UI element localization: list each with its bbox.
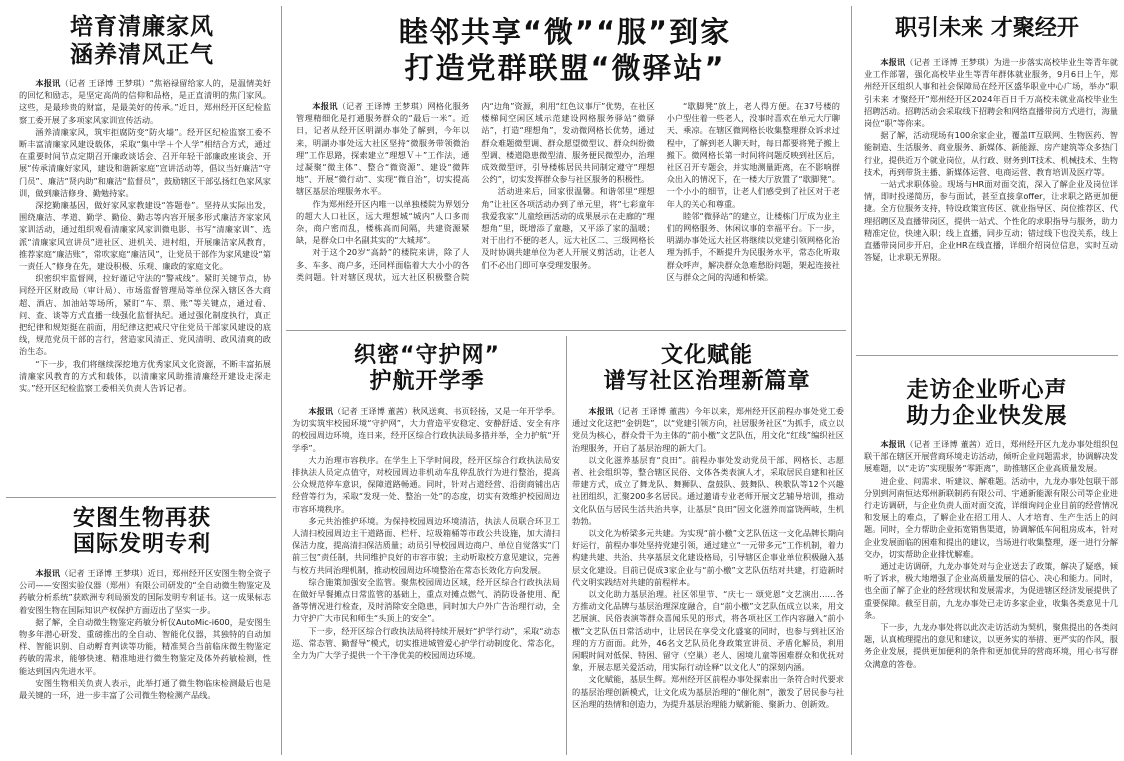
- paragraph: 睦邻“微驿站”的建立，让楼栋门厅成为业主们的网格服务、休闲议事的幸福平台。下一步，明湖办事处远大社区将继续以党建引领网格化治理为抓手，不断提升为民服务水平，常态化听取群众呼声，解决群众急难愁盼问题，架起连接社区与群众之间的沟通和桥梁。: [666, 210, 840, 282]
- section-divider: [856, 355, 1118, 356]
- article-body-school-guard: [292, 405, 560, 757]
- paragraph: 今年以来，郑州经开区前程办事处党工委通过文化这把“金钥匙”，以“党建引领方向，社居服务社区”为抓手，成立以党员为核心，群众骨干为主体的“前小檄”文艺队伍，用文化“红线”编织社区治理服务，开启了基层治理的新大门。: [572, 406, 844, 453]
- paragraph: 据了解，活动现场有100余家企业，覆盖IT互联网、生物医药、智能制造、生活服务、商业服务、新媒体、新能源、房产建筑等众多热门行业，提供近万个就业岗位，从行政、财务到IT技术、机械技术、生物技术，再到带货主播、新媒体运营、电商运营、教育培训及医疗等。: [864, 130, 1118, 177]
- paragraph: “歇脚凳”放上，老人得方便。在37号楼的小户型住着一些老人，没事时喜欢在单元大厅聊天、乘凉。在辖区微网格长收集整理群众诉求过程中，了解到老人聊天时，每日都要将凳子搬上搬下。微网格长第一时间将问题反映到社区后，社区召开专题会，并实地测量距离，在不影响群众出入的情况下，在一楼大厅放置了“歇脚凳”。一个小小的细节，让老人们感受到了社区对于老年人的关心和尊重。: [666, 101, 840, 209]
- paragraph: 以文化滋养基层育“良田”。前程办事处发动党员干部、网格长、志愿者、社会组织等，整合辖区民俗、文体各类表演人才，采取居民自建和社区带建方式，成立了舞龙队、舞狮队、盘鼓队、鼓舞队、秧歌队等12个兴趣社团组织，汇聚200多名居民。通过邀请专业老师开展文艺辅导培训，推动文化队伍与居民生活共治共享，让基层“良田”因文化滋养而富饶两岐，生机勃勃。: [572, 454, 844, 526]
- reporter-byline: （记者 王译博 董茜）: [333, 406, 413, 416]
- reporter-byline: （记者 王译博 王梦琪）: [60, 78, 150, 88]
- paragraph: 进企业、问需求、听建议、解难题。活动中，九龙办事处包联干部分别到河南恒达郑州新联制药有限公司、宇通新能源有限公司等企业进行走访调研，与企业负责人面对面交流，详细询问企业目前的经营情况和发展上的难点，了解企业在招工用人、人才培育、生产生活上的问题。同时，全力帮助企业拓宽销售渠道，协调解低车间租房成本，针对企业发展面临的困难和提出的建议，当场进行收集整理，逐一进行分解交办，切实帮助企业排忧解难。: [864, 475, 1118, 559]
- paragraph: 综合施策加强安全监管。聚焦校园周边区域，经开区综合行政执法局在做好早餐摊点日常监管的基础上，重点对摊点燃气、消防设备使用、配备等情况进行检查，及时消除安全隐患，同时加大户外广告治理行动，全力守护广大市民和师生“头顶上的安全”。: [292, 576, 560, 624]
- reporter-byline: （记者 王译博 王梦琪）: [337, 101, 428, 111]
- title-line: 涵养清风正气: [70, 41, 214, 68]
- title-line: 谱写社区治理新篇章: [603, 369, 811, 395]
- article-body-family-culture: [19, 77, 271, 493]
- paragraph: 大力治理市容秩序。在学生上下学时间段，经开区综合行政执法局安排执法人员定点值守，对校园周边非机动车乱停乱放行为进行整治，提高公众规范停车意识，保障道路畅通。同时，针对占道经营、沿街商铺出店经营等行为，采取“发现一处、整治一处”的态度，切实有效维护校园周边市容环境秩序。: [292, 454, 560, 514]
- paragraph: 一站式求职体验。现场与HR面对面交流，深入了解企业及岗位详情，即时投递简历，参与面试，甚至直接拿offer，让求职之路更加便捷。全方位服务支持，特设政策宣传区、就业指导区、岗位推荐区、代理招聘区及直播带岗区，提供一站式、个性化的求职指导与服务，助力精准定位，快速入职；线上直播，同步互动；错过线下也没关系，线上直播带岗同步开启，企业HR在线直播，详细介绍岗位信息，实时互动答疑，让求职无界限。: [864, 179, 1118, 263]
- paragraph: 对于这个20岁“高龄”的楼院来讲，除了人多、车多、商户多，还同样面临着大大小小的各类问题。针对辖区现状，远大社区积极整合院内“边角”资源，利用“红色议事厅”优势，在社区楼梯间空闲区域示范建设网格服务驿站“微驿站”，打造“理想角”，发动微网格长优势，通过群众难题微型调、群众愿望微型议、群众纠纷微型调、楼道隐患微型清、服务便民微型办，治理成效微型评，引导楼栋居民共同制定遵守“理想公约”，切实发挥群众参与社区服务的积极性。: [296, 101, 655, 282]
- title-line: 助力企业快发展: [906, 404, 1068, 430]
- paragraph: 作为郑州经开区内唯一以单独楼院为界划分的超大人口社区，远大理想城“城内”人口多而杂，商户密而乱，楼栋高而间隔，共建资源紧缺，是群众口中名副其实的“大城邦”。: [296, 198, 470, 246]
- paragraph: 下一步，经开区综合行政执法局将持续开展好“护学行动”，采取“动态巡、常态管、勤督导”模式，切实推进城管爱心护学行动制度化、常态化，全力为广大学子提供一个干净优美的校园周边环境。: [292, 625, 560, 661]
- paragraph: 织密织牢监督网，拉好谨记守法的“警戒线”。紧盯关键节点，协同经开区财政局（审计局）、市场监督管理局等单位深入辖区各大商超、酒店、加油站等场所，紧盯“车、票、账”等关键点，通过看、问、查、谈等方式直播一线强化监督执纪。通过强化制度执行，真正把纪律和规矩挺在前面，用纪律这把戒尺守住党员干部家风建设的底线，规范党员干部的言行，营造家风清正、党风清明、政风清爽的政治生态。: [19, 273, 271, 357]
- title-line: 文化赋能: [660, 343, 753, 368]
- reporter-byline: （记者 王译博 王梦琪）: [905, 57, 994, 67]
- paragraph: 活动进来后，回家很温馨。和谐邻里“理想角”让社区各项活动办到了单元里，将“七彩童年 我爱我家”儿童绘画活动的成果展示在走廊的“理想角”里，既增添了童趣，又平添了家的温暖；对于出行不便的老人，远大社区二、三级网格长及时协调共建单位为老人开展义剪活动，让老人们不必出门即可享受理发服务。: [481, 186, 655, 270]
- article-title-neighborhood-station: [300, 14, 830, 87]
- dateline: 本报讯: [308, 406, 334, 416]
- paragraph: 文化赋能，基层生辉。郑州经开区前程办事处探索出一条符合时代要求的基层治理创新模式，让文化成为基层治理的“催化剂”，激发了居民参与社区治理的热情和创造力，为提升基层治理能力赋新能、聚新力、创新效。: [572, 674, 844, 709]
- paragraph: “下一步，我们将继续深挖地方优秀家风文化资源，不断丰富拓展清廉家风教育的方式和载体，以清廉家风助推清廉经开建设走深走实。”经开区纪检监察工委相关负责人告诉记者。: [19, 358, 271, 394]
- title-line: 职引未来 才聚经开: [895, 16, 1079, 41]
- paragraph: 多元共治推护环境。为保持校园周边环境清洁，执法人员联合环卫工人清扫校园周边主干道路面、栏杆、垃圾箱桶等市政公共设施，加大清扫保洁力度，提高清扫保洁质量；动员引导校园周边商户、单位自觉落实“门前三包”责任制，共同维护良好的市容市貌；主动听取校方意见建议，完善与校方共同治理机制，推动校园周边环境整治在常态长效化方向发展。: [292, 515, 560, 575]
- column-divider: [566, 336, 567, 755]
- dateline: 本报讯: [880, 439, 906, 449]
- article-title-job-fair: [862, 16, 1112, 42]
- title-line: 护航开学季: [369, 369, 485, 395]
- title-line: 打造党群联盟“微驿站”: [404, 51, 726, 86]
- article-body-culture-governance: [572, 405, 844, 757]
- article-body-neighborhood-station: [296, 100, 840, 326]
- paragraph: 深挖勤廉基因，做好家风家教建设“答题卷”。坚持从实际出发，围绕廉洁、孝道、勤学、勤俭、勤志等内容开展多形式廉洁齐家家风家训活动，通过组织观看清廉家风家训微电影、书写“清廉家训”、选派“清廉家风宣讲员”进社区、进机关、进村组，开展廉洁家风教育，推荐家庭“廉洁账”，常吹家庭“廉洁风”，让党员干部作为家风建设“第一责任人”修身在先，建设积极、乐观、廉政的家庭文化。: [19, 200, 271, 272]
- paragraph: 近日，郑州经开区九龙办事处组织包联干部在辖区开展营商环境走访活动，倾听企业问题需求，协调解决发展难题，以“走访”实现服务“零距离”，助推辖区企业高质量发展。: [864, 439, 1118, 474]
- article-title-autobio-patent: [20, 506, 264, 559]
- reporter-byline: （记者 王译博 王梦琪）: [60, 568, 148, 578]
- dateline: 本报讯: [35, 78, 61, 88]
- article-title-family-culture: [20, 14, 264, 69]
- title-line: 织密“守护网”: [354, 343, 500, 368]
- title-line: 睦邻共享“微”“服”到家: [398, 15, 732, 49]
- article-body-job-fair: [864, 56, 1118, 352]
- paragraph: 以文化为桥梁多元共建。为实现“前小檄”文艺队伍这一文化品牌长期向好运行，前程办事处坚持党建引领，通过建立“一元带多元”工作机制，着力构建共建、共治、共享基层文化建设格局，引导辖区企事业单位积极融入基层文化建设。目前已促成3家企业与“前小檄”文艺队伍结对共建，打造新时代文明实践结对共建的前程样本。: [572, 528, 844, 587]
- article-body-enterprise-visit: [864, 438, 1118, 757]
- article-title-school-guard: [296, 343, 558, 396]
- column-divider: [851, 6, 852, 755]
- reporter-byline: （记者 王译博 董茜）: [905, 439, 986, 449]
- paragraph: 为进一步落实高校毕业生等青年就业工作部署，强化高校毕业生等青年群体就业服务，9月6日上午，郑州经开区组织人事和社会保障局在经开区盛华职业中心广场，举办“职引未来 才聚经开”郑州经开区2024年百日千万高校未就业高校毕业生招聘活动。招聘活动会采取线下招聘会和网络直播带岗方式进行，海量岗位“职”等你来。: [864, 57, 1118, 129]
- title-line: 培育清廉家风: [70, 14, 214, 40]
- title-line: 国际发明专利: [72, 532, 211, 558]
- dateline: 本报讯: [312, 101, 338, 111]
- title-line: 走访企业听心声: [906, 378, 1068, 403]
- paragraph: 通过走访调研，九龙办事处对与企业送去了政策，解决了疑惑，倾听了诉求，极大地增强了企业高质量发展的信心、决心和能力。同时，也全面了解了企业的经营现状和发展需求，为促进辖区经济发展提供了重要保障。截至目前，九龙办事处已走访多家企业，收集各类意见十几条。: [864, 561, 1118, 620]
- dateline: 本报讯: [35, 568, 61, 578]
- article-title-culture-governance: [574, 343, 840, 396]
- paragraph: 近日，郑州经开区安图生物全资子公司——安图实验仪器（郑州）有限公司研发的“全自动微生物鉴定及药敏分析系统”获欧洲专利局颁发的国际发明专利证书。这一成果标志着安图生物在国际知识产权保护方面迈出了坚实一步。: [19, 568, 271, 615]
- section-divider: [286, 330, 846, 331]
- title-line: 安图生物再获: [72, 506, 211, 531]
- paragraph: 据了解，全自动微生物鉴定药敏分析仪AutoMic-i600，是安图生物多年潜心研发、重磅推出的全自动、智能化仪器，其独特的自动加样、智能识别、自动孵育判读等功能，精准契合当前临床微生物鉴定药敏的需求，能够快速、精准地进行微生物鉴定及体外药敏检测，性能达到国内先进水平。: [19, 616, 271, 676]
- paragraph: 安图生物相关负责人表示，此举打通了微生物临床检测最后也是最关键的一环，进一步丰富了公司微生物检测产品线。: [19, 677, 271, 701]
- paragraph: 下一步，九龙办事处将以此次走访活动为契机，聚焦提出的各类问题，认真梳理提出的意见和建议，以更务实的举措、更严实的作风，服务企业发展，提供更加便利的条件和更加优异的营商环境，用心书写群众满意的答卷。: [864, 622, 1118, 669]
- paragraph: 秋风送爽、书页轻扬，又是一年开学季。为切实筑牢校园环境“守护网”，大力营造平安稳定、安静舒适、安全有序的校园周边环境，连日来，经开区综合行政执法局多措并举，全力护航“开学季”。: [292, 406, 560, 453]
- article-title-enterprise-visit: [862, 378, 1112, 431]
- reporter-byline: （记者 王译博 董茜）: [613, 406, 694, 416]
- paragraph: 以文化助力基层治理。社区邻里节、“庆七一 颂党恩”文艺演出……各方推动文化品牌与基层治理深度融合，自“前小檄”文艺队伍成立以来，用文艺展演、民俗表演等群众喜闻乐见的形式，将各项社区工作内容融入“前小檄”文艺队伍日常活动中，让居民在享受文化盛宴的同时，也参与到社区治理的方方面面。此外，46名文艺队员化身政策宣讲员、矛盾化解员，利用闲暇时间对低保、特困、留守（空巢）老人、困境儿童等困难群众和优抚对象，开展志愿关爱活动，用实际行动诠释“以文化人”的深刻内涵。: [572, 589, 844, 673]
- dateline: 本报讯: [588, 406, 614, 416]
- article-body-autobio-patent: [19, 567, 271, 757]
- paragraph: 涵养清廉家风，筑牢拒腐防变“防火墙”。经开区纪检监察工委不断丰富清廉家风建设载体，采取“集中学＋个人学”相结合方式，通过在重要时间节点定期召开廉政谈话会、召开年轻干部廉政座谈会、开展“传承清廉好家风，建设和谐新家庭”宣讲活动等，倡议当好廉洁“守门员”、廉洁“贤内助”和廉洁“监督员”，鼓励辖区干部弘扬红色家风家训，做到廉洁修身、勤勉持家。: [19, 126, 271, 198]
- paragraph: “焦裕禄留给家人的，是温情美好的回忆和励志，是坚定高尚的信仰和品格，是正直清明的焦门家风。这些，是最珍贵的财富，是最美好的传承。”近日，郑州经开区纪检监察工委开展了多项家风家训宣传活动。: [19, 78, 271, 125]
- column-divider: [281, 6, 282, 755]
- paragraph: 网格化服务管理精细化是打通服务群众的“最后一米”。近日，记者从经开区明湖办事处了解到，今年以来，明湖办事处远大社区坚持“微服务带领微治理”工作思路，探索建立“理想Ｖ＋”工作法，通过凝聚“微主体”、整合“微资源”、建设“微阵地”、开展“微行动”、实现“微自治”，切实提高辖区基层治理服务水平。: [296, 101, 470, 197]
- section-divider: [6, 497, 276, 498]
- dateline: 本报讯: [880, 57, 906, 67]
